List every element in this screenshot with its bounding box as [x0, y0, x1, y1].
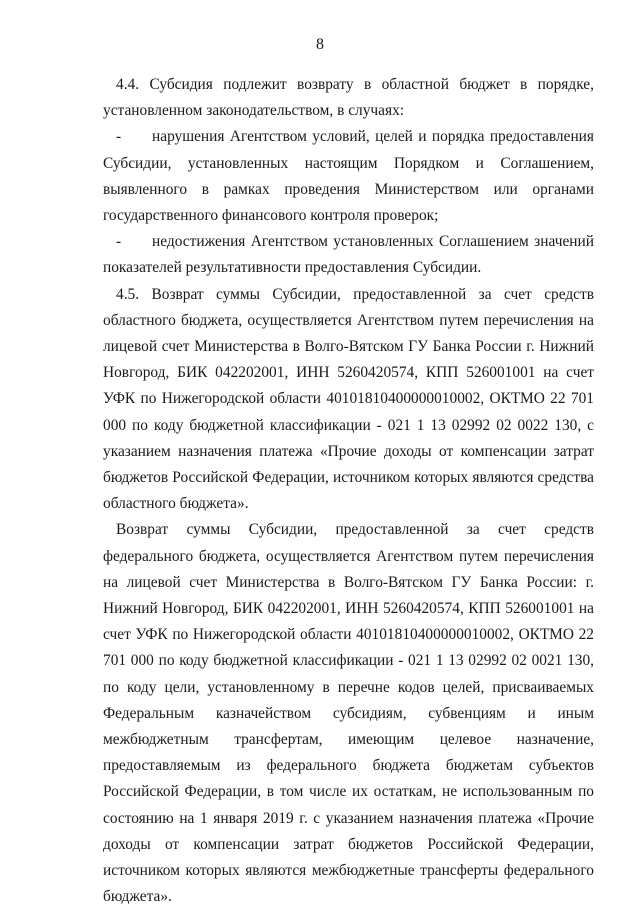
paragraph-4-4: 4.4. Субсидия подлежит возврату в областной бюджет в порядке, установленном законодательством, в случаях: [103, 76, 594, 120]
list-item-text: недостижения Агентством установленных Соглашением значений показателей результативности предоставления Субсидии. [103, 233, 594, 277]
list-dash: - [116, 233, 122, 251]
list-item-violation [103, 124, 594, 229]
list-item-nonachievement [103, 229, 594, 281]
paragraph-4-5: 4.5. Возврат суммы Субсидии, предоставленной за счет средств областного бюджета, осуществляется Агентством путем перечисления на лицевой счет Министерства в Волго-Вятском ГУ Банка России г. Нижний Новгород, БИК 042202001, ИНН 5260420574, КПП 526001001 на счет УФК по Нижегородской области 40101810400000010002, ОКТМО 22 701 000 по коду бюджетной классификации - 021 1 13 02992 02 0022 130, с указанием назначения платежа «Прочие доходы от компенсации затрат бюджетов Российской Федерации, источником которых являются средства областного бюджета». [103, 285, 594, 513]
list-item-text: нарушения Агентством условий, целей и порядка предоставления Субсидии, установленных настоящим Порядком и Соглашением, выявленного в рамках проведения Министерством или органами государственного финансового контроля проверок; [103, 128, 594, 225]
document-body [103, 72, 594, 911]
paragraph-federal-refund: Возврат суммы Субсидии, предоставленной за счет средств федерального бюджета, осуществляется Агентством путем перечисления на лицевой счет Министерства в Волго-Вятском ГУ Банка России: г. Нижний Новгород, БИК 042202001, ИНН 5260420574, КПП 526001001 на счет УФК по Нижегородской области 40101810400000010002, ОКТМО 22 701 000 по коду бюджетной классификации - 021 1 13 02992 02 0021 130, по коду цели, установленному в перечне кодов целей, присваиваемых Федеральным казначейством субсидиям, субвенциям и иным межбюджетным трансфертам, имеющим целевое назначение, предоставляемым из федерального бюджета бюджетам субъектов Российской Федерации, в том числе их остаткам, не использованным по состоянию на 1 января 2019 г. с указанием назначения платежа «Прочие доходы от компенсации затрат бюджетов Российской Федерации, источником которых являются межбюджетные трансферты федерального бюджета». [103, 521, 594, 906]
page-number: 8 [316, 36, 324, 53]
list-dash: - [116, 128, 122, 146]
